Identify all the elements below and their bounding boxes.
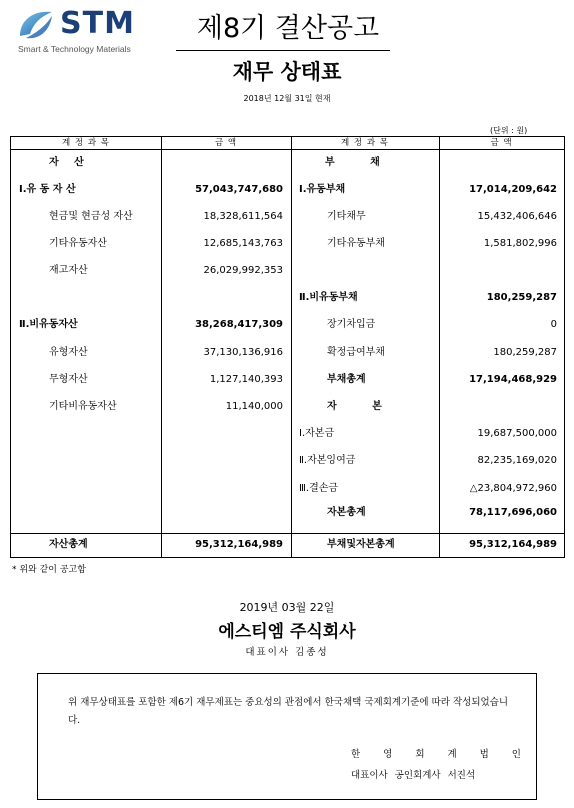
amount-value: 38,268,417,309: [195, 319, 283, 330]
company-name: 에스티엠 주식회사: [218, 622, 356, 642]
account-label: Ⅰ.유동부채: [299, 184, 346, 195]
account-label: 기타유동부채: [327, 238, 385, 249]
account-label: 자본총계: [327, 507, 366, 518]
account-label: 재고자산: [49, 265, 88, 276]
account-label: 장기차입금: [327, 319, 376, 330]
amount-value: 17,014,209,642: [469, 184, 557, 195]
header-account-left: 계 정 과 목: [62, 138, 110, 148]
account-label: 기타유동자산: [49, 238, 107, 249]
auditor-note-box: [37, 673, 537, 800]
account-label: Ⅱ.비유동자산: [19, 319, 78, 330]
account-label: Ⅰ.유 동 자 산: [19, 184, 76, 195]
total-liabilities-equity-value: 95,312,164,989: [469, 539, 557, 550]
stm-logo-icon: [16, 8, 56, 42]
logo-tagline: Smart & Technology Materials: [18, 44, 131, 54]
account-label: 현금및 현금성 자산: [49, 211, 133, 222]
account-label: 무형자산: [49, 374, 88, 385]
unit-note: (단위 : 원): [490, 126, 528, 135]
header-amount-left: 금 액: [214, 138, 238, 148]
account-label: Ⅰ.자본금: [299, 428, 335, 439]
page-title: 제8기 결산공고: [196, 13, 380, 44]
amount-value: △23,804,972,960: [469, 483, 557, 494]
amount-value: 1,581,802,996: [483, 238, 557, 249]
amount-value: 57,043,747,680: [195, 184, 283, 195]
total-assets-value: 95,312,164,989: [195, 539, 283, 550]
account-label: 기타채무: [327, 211, 366, 222]
balance-sheet-table: [10, 136, 565, 558]
statement-date: 2018년 12월 31일 현재: [243, 94, 331, 103]
amount-value: 180,259,287: [486, 292, 557, 303]
ceo-line: 대표이사 김종성: [245, 647, 329, 658]
account-label: 기타비유동자산: [49, 401, 117, 412]
amount-value: 15,432,406,646: [477, 211, 557, 222]
amount-value: 26,029,992,353: [203, 265, 283, 276]
statement-title: 재무 상태표: [232, 60, 342, 84]
header-account-right: 계 정 과 목: [341, 138, 389, 148]
amount-value: 180,259,287: [493, 347, 557, 358]
auditor-firm: 한 영 회 계 법 인: [351, 749, 521, 760]
header-divider: [11, 149, 564, 150]
account-label: 부채총계: [327, 374, 366, 385]
total-divider: [11, 533, 564, 534]
auditor-note-text: 위 재무상태표를 포함한 제6기 재무제표는 중요성의 관점에서 한국채택 국제회계기준에 따라 작성되었습니다.: [68, 697, 509, 726]
account-label: Ⅱ.자본잉여금: [299, 455, 356, 466]
account-label: Ⅲ.결손금: [299, 483, 339, 494]
header-amount-right: 금 액: [490, 138, 513, 148]
amount-value: 0: [550, 319, 557, 330]
amount-value: 1,127,140,393: [209, 374, 283, 385]
account-label: 확정급여부채: [327, 347, 385, 358]
amount-value: 37,130,136,916: [203, 347, 283, 358]
amount-value: 12,685,143,763: [203, 238, 283, 249]
section-liabilities: 부 채: [325, 157, 396, 168]
publication-date: 2019년 03월 22일: [239, 601, 335, 614]
amount-value: 17,194,468,929: [469, 374, 557, 385]
amount-value: 82,235,169,020: [477, 455, 557, 466]
footnote: * 위와 같이 공고함: [12, 565, 86, 575]
account-label: Ⅱ.비유동부채: [299, 292, 358, 303]
logo-wordmark: STM: [60, 6, 135, 41]
account-label: 유형자산: [49, 347, 88, 358]
section-assets: 자 산: [49, 157, 90, 168]
total-assets-label: 자산총계: [49, 539, 88, 550]
amount-value: 78,117,696,060: [469, 507, 557, 518]
amount-value: 18,328,611,564: [203, 211, 283, 222]
auditor-signer: 대표이사 공인회계사 서진석: [351, 770, 476, 781]
amount-value: 19,687,500,000: [477, 428, 557, 439]
column-divider: [291, 137, 292, 557]
amount-value: 11,140,000: [225, 401, 283, 412]
title-underline: [176, 50, 390, 51]
section-equity: 자 본: [327, 401, 398, 412]
total-liabilities-equity-label: 부채및자본총계: [327, 539, 395, 550]
